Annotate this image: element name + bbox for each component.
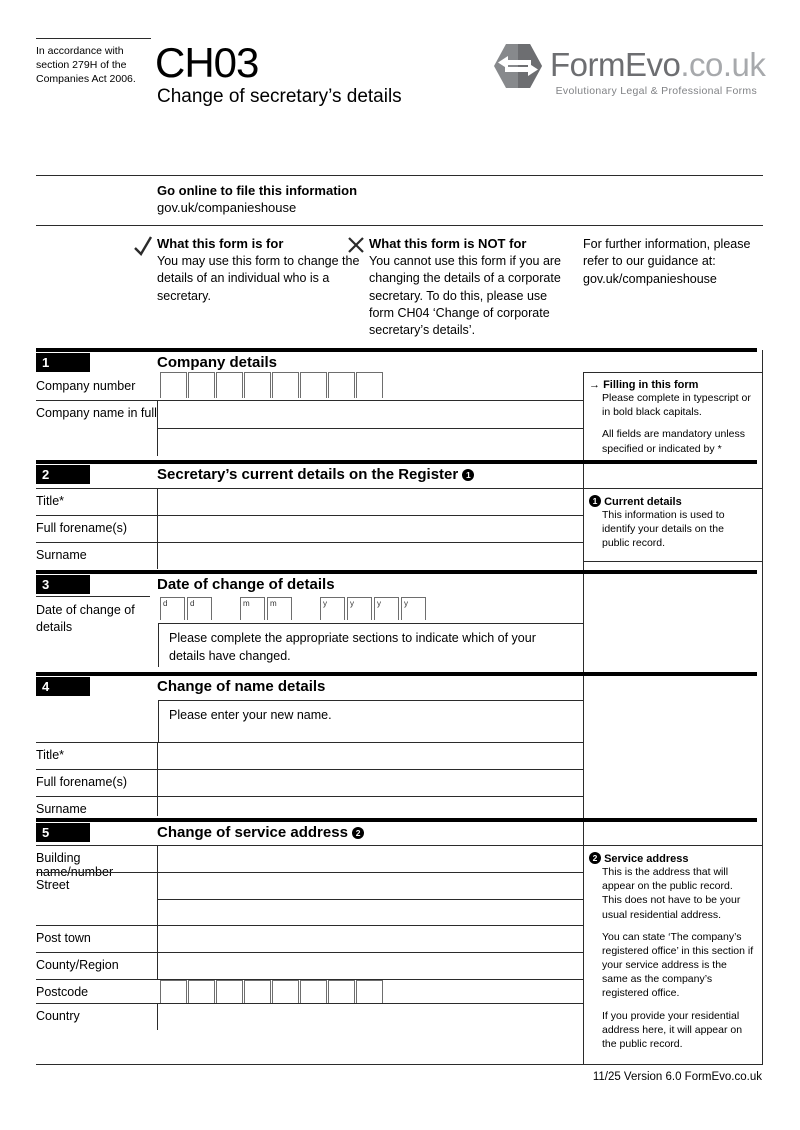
table-row — [36, 925, 583, 952]
spacer — [214, 597, 240, 620]
date-of-change-label: Date of change of details — [36, 596, 150, 637]
char-box[interactable] — [160, 980, 187, 1003]
date-box-d[interactable]: d — [187, 597, 212, 620]
section4-instruction: Please enter your new name. — [158, 700, 583, 742]
what-not-for-heading: What this form is NOT for — [369, 236, 527, 251]
company-name-label: Company name in full — [36, 406, 157, 420]
char-box[interactable] — [272, 980, 299, 1003]
rule — [762, 350, 763, 1064]
section-number: 4 — [36, 677, 90, 696]
postcode-field[interactable] — [160, 980, 384, 1003]
char-box[interactable] — [328, 980, 355, 1003]
section-title-text: Change of service address — [157, 824, 348, 841]
new-forename-field[interactable] — [157, 770, 583, 796]
note-heading-text: Service address — [604, 853, 689, 865]
char-box[interactable] — [160, 372, 187, 398]
section-number: 3 — [36, 575, 90, 594]
section-title — [157, 824, 364, 841]
section-title — [157, 466, 474, 483]
surname-field[interactable] — [157, 543, 583, 569]
date-box-m[interactable]: m — [267, 597, 292, 620]
table-row — [36, 1003, 583, 1030]
date-box-y[interactable]: y — [320, 597, 345, 620]
char-box[interactable] — [216, 372, 243, 398]
rule — [36, 38, 151, 39]
char-box[interactable] — [272, 372, 299, 398]
further-info — [583, 236, 763, 288]
logo-wordmark — [550, 46, 765, 84]
filling-in-note — [583, 372, 762, 457]
section-title-text: Secretary’s current details on the Register — [157, 466, 459, 483]
note-body: If you provide your residential address here, it will appear on the public record. — [602, 1009, 743, 1050]
form-title: Change of secretary’s details — [157, 86, 402, 107]
section-title: Change of name details — [157, 678, 326, 695]
section-number: 1 — [36, 353, 90, 372]
row-label: Country — [36, 1009, 80, 1023]
char-box[interactable] — [216, 980, 243, 1003]
table-row — [36, 742, 583, 769]
row-label: Full forename(s) — [36, 521, 127, 535]
row-label: Title* — [36, 494, 65, 508]
table-row — [36, 515, 583, 542]
hexagon-arrows-icon — [494, 42, 542, 90]
rule — [36, 175, 763, 176]
date-box-y[interactable]: y — [374, 597, 399, 620]
char-box[interactable] — [244, 980, 271, 1003]
logo-name: FormEvo — [550, 46, 681, 83]
date-box-d[interactable]: d — [160, 597, 185, 620]
row-label: Surname — [36, 548, 87, 562]
table-row — [36, 845, 583, 879]
table-row — [36, 542, 583, 569]
rule — [36, 1064, 763, 1065]
row-label: Post town — [36, 931, 91, 945]
what-for-body: You may use this form to change the details of an individual who is a secretary. — [157, 254, 360, 303]
note-heading-text: Current details — [604, 496, 682, 508]
new-surname-field[interactable] — [157, 797, 583, 816]
footnote-marker: 1 — [462, 469, 474, 481]
date-box-y[interactable]: y — [347, 597, 372, 620]
spacer — [294, 597, 320, 620]
company-number-label: Company number — [36, 379, 136, 393]
rule — [36, 225, 763, 226]
what-not-for-body: You cannot use this form if you are changing the details of a corporate secretary. To do this, please use form CH04 ‘Change of corporate secretary’s details’. — [369, 254, 562, 337]
note-heading-text: Filling in this form — [603, 379, 699, 391]
post-town-field[interactable] — [157, 926, 583, 952]
section-divider — [36, 818, 757, 822]
row-label: Street — [36, 878, 70, 892]
row-label: Postcode — [36, 985, 89, 999]
table-row — [36, 796, 583, 816]
section-divider — [36, 570, 757, 574]
row-label: County/Region — [36, 958, 119, 972]
section-divider — [36, 672, 757, 676]
char-box[interactable] — [356, 372, 383, 398]
company-name-field[interactable] — [157, 401, 583, 456]
go-online-url: gov.uk/companieshouse — [157, 200, 297, 215]
section-divider — [36, 348, 757, 352]
further-info-url: gov.uk/companieshouse — [583, 271, 717, 286]
new-title-field[interactable] — [157, 743, 583, 769]
service-address-note — [583, 845, 762, 1064]
footnote-marker: 2 — [589, 852, 601, 864]
char-box[interactable] — [188, 980, 215, 1003]
note-body: All fields are mandatory unless specified or indicated by * — [602, 428, 745, 455]
current-details-note — [583, 488, 762, 562]
company-number-field[interactable] — [160, 372, 384, 398]
note-heading — [589, 852, 754, 865]
note-heading — [589, 495, 754, 508]
field-line-1[interactable] — [158, 401, 583, 429]
x-icon — [347, 236, 365, 259]
char-box[interactable] — [300, 372, 327, 398]
table-row — [36, 872, 583, 925]
table-row — [36, 488, 583, 515]
char-box[interactable] — [328, 372, 355, 398]
section-number: 2 — [36, 465, 90, 484]
logo-domain: .co.uk — [680, 46, 766, 83]
char-box[interactable] — [188, 372, 215, 398]
row-label: Surname — [36, 802, 87, 816]
title-field[interactable] — [157, 489, 583, 515]
form-code: CH03 — [155, 39, 259, 86]
note-body: This is the address that will appear on the public record. This does not have to be your usual residential address. — [602, 866, 741, 921]
note-heading — [589, 379, 754, 391]
section3-instruction: Please complete the appropriate sections to indicate which of your details have changed. — [158, 623, 583, 667]
section-number: 5 — [36, 823, 90, 842]
building-field[interactable] — [157, 846, 583, 872]
note-body: You can state ‘The company’s registered office’ in this section if your service address is the same as the company’s registered office. — [602, 930, 754, 1000]
char-box[interactable] — [244, 372, 271, 398]
footnote-marker: 1 — [589, 495, 601, 507]
company-name-row — [36, 400, 583, 456]
section-divider — [36, 460, 757, 464]
street-field[interactable] — [157, 873, 583, 925]
logo-tagline: Evolutionary Legal & Professional Forms — [555, 85, 757, 97]
section-title: Company details — [157, 354, 278, 371]
version-footer: 11/25 Version 6.0 FormEvo.co.uk — [592, 1071, 762, 1083]
table-row — [36, 952, 583, 979]
table-row — [36, 769, 583, 796]
country-field[interactable] — [157, 1004, 583, 1030]
section-title: Date of change of details — [157, 576, 335, 593]
date-box-m[interactable]: m — [240, 597, 265, 620]
row-label: Title* — [36, 748, 65, 762]
field-line-1[interactable] — [158, 873, 583, 900]
check-icon — [133, 236, 153, 261]
arrow-icon: → — [589, 379, 600, 391]
act-reference: In accordance with section 279H of the Companies Act 2006. — [36, 45, 136, 86]
row-label: Full forename(s) — [36, 775, 127, 789]
note-body: This information is used to identify your details on the public record. — [602, 509, 725, 550]
forename-field[interactable] — [157, 516, 583, 542]
county-region-field[interactable] — [157, 953, 583, 979]
char-box[interactable] — [300, 980, 327, 1003]
row-label: Building name/number — [36, 851, 114, 879]
date-of-change-field[interactable] — [160, 597, 428, 620]
date-box-y[interactable]: y — [401, 597, 426, 620]
note-body: Please complete in typescript or in bold black capitals. — [602, 392, 751, 419]
footnote-marker: 2 — [352, 827, 364, 839]
further-info-text: For further information, please refer to our guidance at: — [583, 237, 751, 269]
formevo-logo — [494, 42, 542, 95]
char-box[interactable] — [356, 980, 383, 1003]
go-online-heading: Go online to file this information — [157, 183, 358, 198]
what-for-heading: What this form is for — [157, 236, 284, 251]
